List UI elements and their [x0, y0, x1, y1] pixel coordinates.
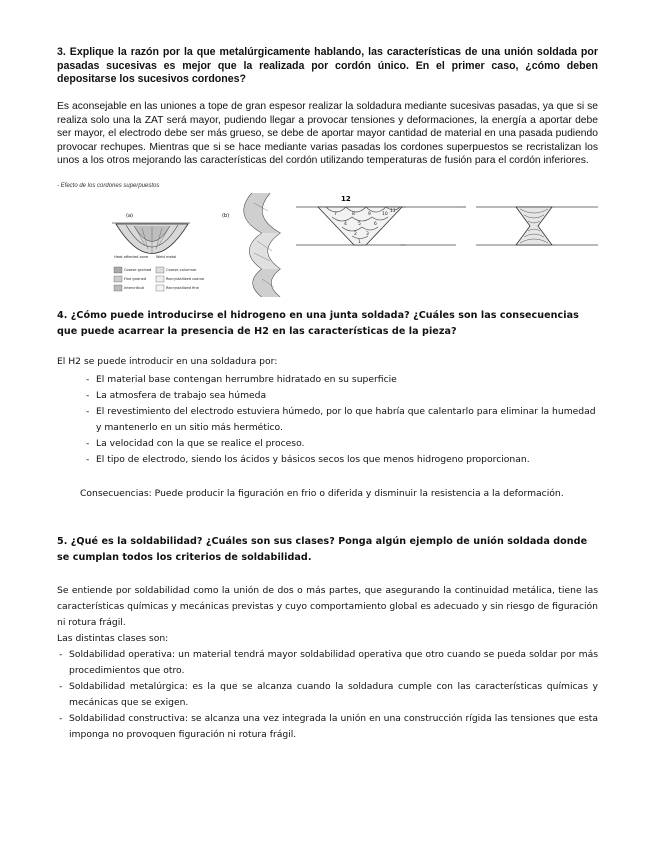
figure-label-a: (a) [126, 213, 133, 219]
svg-text:11: 11 [390, 209, 396, 214]
svg-text:7: 7 [334, 212, 337, 217]
svg-text:8: 8 [352, 212, 355, 217]
svg-text:Recrystallized fine: Recrystallized fine [166, 286, 199, 290]
question-4-consequences: Consecuencias: Puede producir la figuración en frio o diferida y disminuir la resistencia a la deformación. [80, 488, 564, 499]
question-5-definition: Se entiende por soldabilidad como la unión de dos o más partes, que asegurando la continuidad metálica, tiene las características químicas y mecánicas previstas y cuyo comportamiento global es adecuado y sin riesgo de figuración ni rotura frágil. [57, 585, 598, 628]
weld-microstructure-figure [112, 191, 288, 297]
svg-text:5: 5 [358, 222, 361, 227]
svg-text:Intercritical: Intercritical [124, 286, 145, 290]
svg-text:Recrystallized coarse: Recrystallized coarse [166, 277, 205, 281]
svg-text:1: 1 [358, 240, 361, 245]
svg-text:Coarse grained: Coarse grained [124, 268, 152, 272]
list-item: - Soldabilidad constructiva: se alcanza una vez integrada la unión en una construcción rígida las tensiones que esta imponga no provoquen figuración ni rotura frágil. [57, 711, 598, 743]
svg-text:Heat affected zone: Heat affected zone [114, 255, 149, 259]
list-item: - El material base contengan herrumbre hidratado en su superficie [84, 372, 599, 388]
svg-text:Coarse columnar: Coarse columnar [166, 268, 197, 272]
question-3-title: 3. Explique la razón por la que metalúrgicamente hablando, las características de una unión soldada por pasadas sucesivas es mejor que la realizada por cordón único. En el primer caso, ¿cómo deben depositarse los sucesivos cordones? [57, 46, 598, 86]
svg-text:4: 4 [344, 222, 347, 227]
figure-label-b: (b) [222, 213, 230, 219]
svg-text:9: 9 [368, 212, 371, 217]
list-item: - La atmosfera de trabajo sea húmeda [84, 388, 599, 404]
svg-text:3: 3 [366, 232, 369, 237]
question-5-classes-intro: Las distintas clases son: [57, 633, 169, 644]
figure-caption: - Efecto de los cordones superpuestos [57, 183, 160, 189]
svg-text:6: 6 [374, 222, 377, 227]
svg-text:10: 10 [382, 212, 388, 217]
question-4-title: 4. ¿Cómo puede introducirse el hidrogeno en una junta soldada? ¿Cuáles son las consecuencias que puede acarrear la presencia de H2 en las características de la pieza? [57, 310, 579, 337]
soldability-classes-list [57, 647, 598, 743]
svg-text:Fine grained: Fine grained [124, 277, 147, 281]
list-item: - El revestimiento del electrodo estuviera húmedo, por lo que habría que calentarlo para eliminar la humedad y mantenerlo en un sitio más hermético. [84, 404, 599, 436]
hydrogen-sources-list [84, 372, 599, 468]
multipass-joint-figure [296, 191, 598, 255]
list-item: - El tipo de electrodo, siendo los ácidos y básicos secos los que menos hidrogeno proporcionan. [84, 452, 599, 468]
list-item: - Soldabilidad operativa: un material tendrá mayor soldabilidad operativa que otro cuando se pueda soldar por más procedimientos que otro. [57, 647, 598, 679]
svg-text:2: 2 [354, 232, 357, 237]
question-3-answer: Es aconsejable en las uniones a tope de gran espesor realizar la soldadura mediante sucesivas pasadas, ya que si se realiza solo una la ZAT será mayor, pudiendo llegar a provocar tensiones y deformaciones, la energía a aportar debe ser mayor, el electrodo debe ser más grueso, se debe de aportar mayor cantidad de material en una pasada pudiendo provocar rechupes. Mientras que si se hace mediante varias pasadas los cordones superpuestos se recristalizan los unos a los otros mejorando las características del cordón utilizando temperaturas de fusión para el cordón inferiores. [57, 101, 598, 167]
question-4-intro: El H2 se puede introducir en una soldadura por: [57, 356, 278, 367]
joint-top-label: 12 [341, 195, 351, 203]
list-item: - La velocidad con la que se realice el proceso. [84, 436, 599, 452]
svg-text:Weld metal: Weld metal [156, 255, 177, 259]
question-5-title: 5. ¿Qué es la soldabilidad? ¿Cuáles son sus clases? Ponga algún ejemplo de unión soldada donde se cumplan todos los criterios de soldabilidad. [57, 536, 588, 563]
list-item: - Soldabilidad metalúrgica: es la que se alcanza cuando la soldadura cumple con las características químicas y mecánicas que se exigen. [57, 679, 598, 711]
